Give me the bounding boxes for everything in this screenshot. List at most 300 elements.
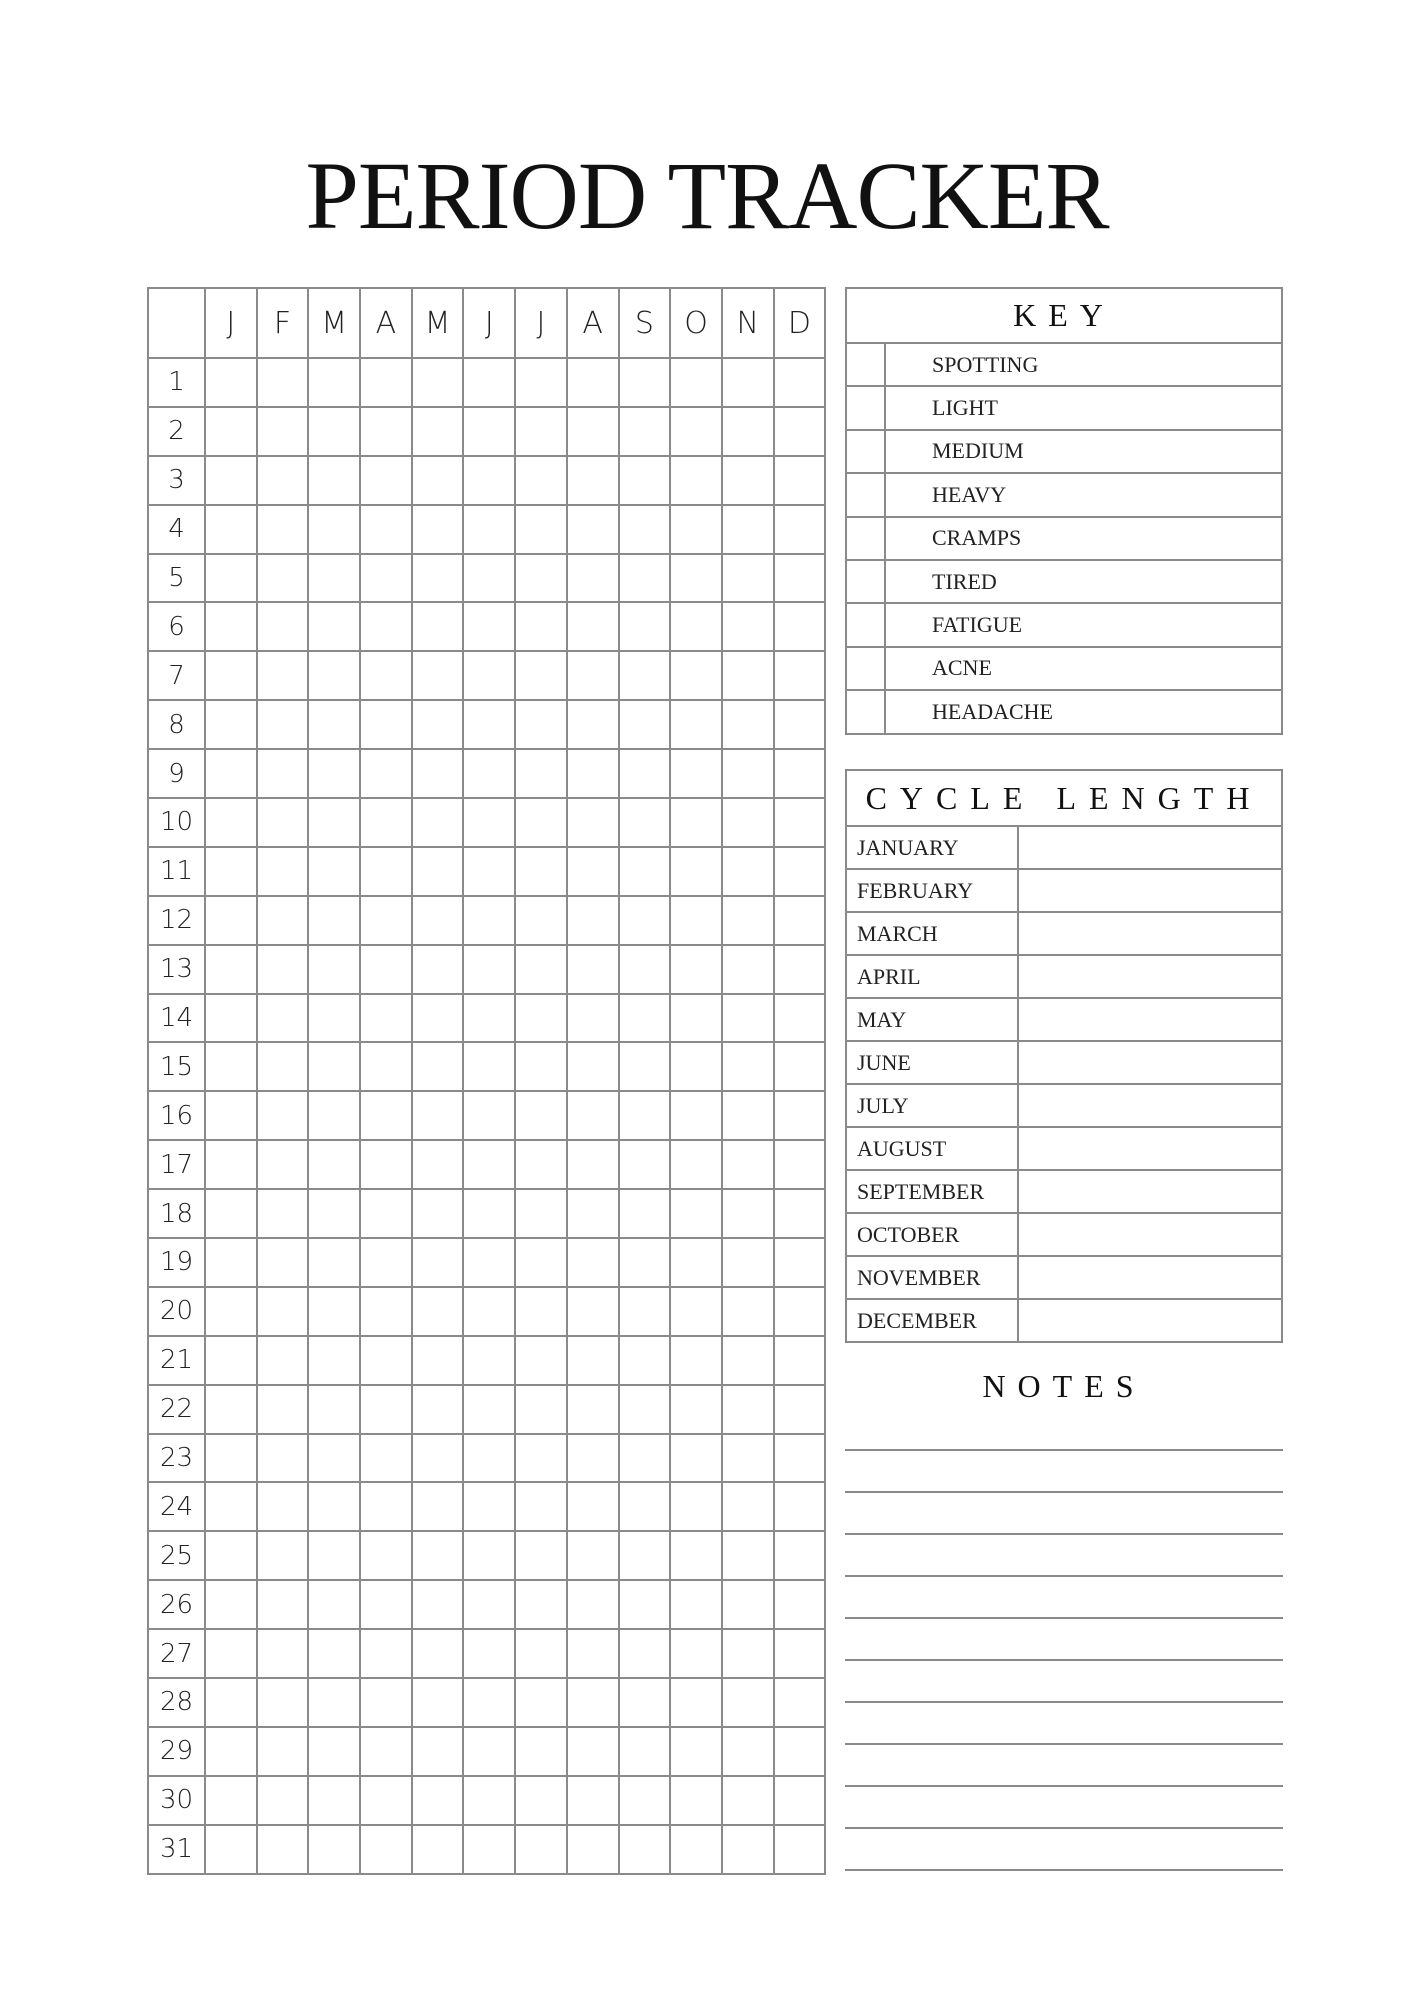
- day-cell[interactable]: [360, 407, 412, 456]
- day-cell[interactable]: [360, 1287, 412, 1336]
- cycle-length-input[interactable]: [1018, 1256, 1282, 1299]
- notes-line[interactable]: [845, 1533, 1283, 1535]
- day-cell[interactable]: [722, 1580, 774, 1629]
- notes-line[interactable]: [845, 1491, 1283, 1493]
- key-swatch[interactable]: [846, 647, 885, 690]
- day-cell[interactable]: [670, 896, 722, 945]
- day-cell[interactable]: [722, 994, 774, 1043]
- day-cell[interactable]: [412, 847, 464, 896]
- day-cell[interactable]: [205, 554, 257, 603]
- day-cell[interactable]: [774, 554, 826, 603]
- day-cell[interactable]: [360, 602, 412, 651]
- day-cell[interactable]: [774, 749, 826, 798]
- day-cell[interactable]: [515, 1042, 567, 1091]
- day-cell[interactable]: [515, 554, 567, 603]
- day-cell[interactable]: [567, 1825, 619, 1874]
- day-cell[interactable]: [670, 1825, 722, 1874]
- day-cell[interactable]: [360, 505, 412, 554]
- day-cell[interactable]: [722, 896, 774, 945]
- day-cell[interactable]: [360, 1434, 412, 1483]
- day-cell[interactable]: [257, 554, 309, 603]
- day-cell[interactable]: [412, 1189, 464, 1238]
- day-cell[interactable]: [774, 700, 826, 749]
- notes-line[interactable]: [845, 1785, 1283, 1787]
- day-cell[interactable]: [722, 1434, 774, 1483]
- day-cell[interactable]: [722, 1531, 774, 1580]
- day-cell[interactable]: [412, 1091, 464, 1140]
- day-cell[interactable]: [619, 1189, 671, 1238]
- day-cell[interactable]: [257, 994, 309, 1043]
- day-cell[interactable]: [360, 945, 412, 994]
- day-cell[interactable]: [722, 1042, 774, 1091]
- day-cell[interactable]: [360, 1238, 412, 1287]
- day-cell[interactable]: [463, 1042, 515, 1091]
- day-cell[interactable]: [412, 1042, 464, 1091]
- day-cell[interactable]: [515, 994, 567, 1043]
- day-cell[interactable]: [360, 1091, 412, 1140]
- day-cell[interactable]: [308, 1825, 360, 1874]
- notes-line[interactable]: [845, 1869, 1283, 1871]
- day-cell[interactable]: [774, 1385, 826, 1434]
- day-cell[interactable]: [567, 1580, 619, 1629]
- day-cell[interactable]: [567, 749, 619, 798]
- day-cell[interactable]: [463, 407, 515, 456]
- day-cell[interactable]: [619, 1580, 671, 1629]
- day-cell[interactable]: [774, 358, 826, 407]
- day-cell[interactable]: [308, 554, 360, 603]
- day-cell[interactable]: [515, 798, 567, 847]
- day-cell[interactable]: [360, 651, 412, 700]
- day-cell[interactable]: [670, 1678, 722, 1727]
- day-cell[interactable]: [257, 798, 309, 847]
- day-cell[interactable]: [515, 407, 567, 456]
- day-cell[interactable]: [774, 1140, 826, 1189]
- day-cell[interactable]: [670, 456, 722, 505]
- day-cell[interactable]: [619, 1727, 671, 1776]
- day-cell[interactable]: [257, 1629, 309, 1678]
- day-cell[interactable]: [722, 1287, 774, 1336]
- notes-line[interactable]: [845, 1743, 1283, 1745]
- day-cell[interactable]: [257, 505, 309, 554]
- day-cell[interactable]: [567, 1385, 619, 1434]
- day-cell[interactable]: [308, 1042, 360, 1091]
- day-cell[interactable]: [515, 945, 567, 994]
- day-cell[interactable]: [567, 505, 619, 554]
- day-cell[interactable]: [722, 1482, 774, 1531]
- cycle-length-input[interactable]: [1018, 912, 1282, 955]
- day-cell[interactable]: [360, 554, 412, 603]
- day-cell[interactable]: [670, 847, 722, 896]
- day-cell[interactable]: [515, 1727, 567, 1776]
- day-cell[interactable]: [619, 1042, 671, 1091]
- day-cell[interactable]: [670, 554, 722, 603]
- day-cell[interactable]: [619, 749, 671, 798]
- day-cell[interactable]: [463, 798, 515, 847]
- day-cell[interactable]: [515, 1531, 567, 1580]
- day-cell[interactable]: [515, 456, 567, 505]
- day-cell[interactable]: [205, 749, 257, 798]
- day-cell[interactable]: [515, 651, 567, 700]
- day-cell[interactable]: [412, 1482, 464, 1531]
- day-cell[interactable]: [619, 554, 671, 603]
- day-cell[interactable]: [412, 945, 464, 994]
- day-cell[interactable]: [463, 1336, 515, 1385]
- day-cell[interactable]: [774, 602, 826, 651]
- day-cell[interactable]: [567, 554, 619, 603]
- cycle-length-input[interactable]: [1018, 1170, 1282, 1213]
- day-cell[interactable]: [205, 602, 257, 651]
- day-cell[interactable]: [412, 798, 464, 847]
- day-cell[interactable]: [257, 407, 309, 456]
- day-cell[interactable]: [670, 651, 722, 700]
- cycle-length-input[interactable]: [1018, 998, 1282, 1041]
- key-swatch[interactable]: [846, 560, 885, 603]
- day-cell[interactable]: [670, 505, 722, 554]
- day-cell[interactable]: [619, 1287, 671, 1336]
- cycle-length-input[interactable]: [1018, 1041, 1282, 1084]
- day-cell[interactable]: [360, 1776, 412, 1825]
- day-cell[interactable]: [257, 456, 309, 505]
- day-cell[interactable]: [308, 407, 360, 456]
- day-cell[interactable]: [619, 896, 671, 945]
- day-cell[interactable]: [360, 1678, 412, 1727]
- day-cell[interactable]: [257, 1825, 309, 1874]
- day-cell[interactable]: [308, 1189, 360, 1238]
- day-cell[interactable]: [722, 554, 774, 603]
- day-cell[interactable]: [670, 700, 722, 749]
- day-cell[interactable]: [670, 1580, 722, 1629]
- day-cell[interactable]: [463, 994, 515, 1043]
- day-cell[interactable]: [360, 358, 412, 407]
- day-cell[interactable]: [308, 994, 360, 1043]
- day-cell[interactable]: [412, 407, 464, 456]
- day-cell[interactable]: [567, 994, 619, 1043]
- cycle-length-input[interactable]: [1018, 1299, 1282, 1342]
- day-cell[interactable]: [412, 456, 464, 505]
- day-cell[interactable]: [670, 1629, 722, 1678]
- day-cell[interactable]: [205, 1776, 257, 1825]
- day-cell[interactable]: [257, 847, 309, 896]
- day-cell[interactable]: [412, 994, 464, 1043]
- day-cell[interactable]: [774, 1042, 826, 1091]
- day-cell[interactable]: [412, 505, 464, 554]
- day-cell[interactable]: [722, 1189, 774, 1238]
- day-cell[interactable]: [205, 1287, 257, 1336]
- notes-line[interactable]: [845, 1659, 1283, 1661]
- day-cell[interactable]: [567, 1140, 619, 1189]
- cycle-length-input[interactable]: [1018, 1084, 1282, 1127]
- day-cell[interactable]: [515, 505, 567, 554]
- day-cell[interactable]: [619, 1238, 671, 1287]
- day-cell[interactable]: [463, 505, 515, 554]
- day-cell[interactable]: [619, 1140, 671, 1189]
- day-cell[interactable]: [360, 1580, 412, 1629]
- day-cell[interactable]: [257, 945, 309, 994]
- day-cell[interactable]: [619, 1629, 671, 1678]
- day-cell[interactable]: [722, 407, 774, 456]
- day-cell[interactable]: [205, 1140, 257, 1189]
- day-cell[interactable]: [308, 798, 360, 847]
- day-cell[interactable]: [463, 1140, 515, 1189]
- day-cell[interactable]: [412, 896, 464, 945]
- day-cell[interactable]: [360, 1042, 412, 1091]
- day-cell[interactable]: [257, 358, 309, 407]
- day-cell[interactable]: [205, 1434, 257, 1483]
- day-cell[interactable]: [257, 1531, 309, 1580]
- day-cell[interactable]: [205, 456, 257, 505]
- day-cell[interactable]: [360, 1482, 412, 1531]
- day-cell[interactable]: [567, 602, 619, 651]
- day-cell[interactable]: [670, 407, 722, 456]
- day-cell[interactable]: [722, 602, 774, 651]
- day-cell[interactable]: [463, 1580, 515, 1629]
- day-cell[interactable]: [619, 994, 671, 1043]
- day-cell[interactable]: [360, 994, 412, 1043]
- day-cell[interactable]: [412, 602, 464, 651]
- key-swatch[interactable]: [846, 473, 885, 516]
- day-cell[interactable]: [567, 1189, 619, 1238]
- day-cell[interactable]: [774, 1678, 826, 1727]
- day-cell[interactable]: [205, 994, 257, 1043]
- day-cell[interactable]: [567, 1434, 619, 1483]
- day-cell[interactable]: [308, 1287, 360, 1336]
- day-cell[interactable]: [360, 1825, 412, 1874]
- day-cell[interactable]: [567, 651, 619, 700]
- day-cell[interactable]: [670, 1531, 722, 1580]
- day-cell[interactable]: [515, 1189, 567, 1238]
- day-cell[interactable]: [360, 700, 412, 749]
- day-cell[interactable]: [257, 1238, 309, 1287]
- day-cell[interactable]: [308, 896, 360, 945]
- notes-line[interactable]: [845, 1617, 1283, 1619]
- day-cell[interactable]: [567, 1776, 619, 1825]
- day-cell[interactable]: [567, 798, 619, 847]
- day-cell[interactable]: [463, 554, 515, 603]
- day-cell[interactable]: [257, 1091, 309, 1140]
- notes-line[interactable]: [845, 1449, 1283, 1451]
- key-swatch[interactable]: [846, 690, 885, 733]
- day-cell[interactable]: [463, 358, 515, 407]
- day-cell[interactable]: [722, 1336, 774, 1385]
- day-cell[interactable]: [619, 651, 671, 700]
- day-cell[interactable]: [308, 1776, 360, 1825]
- day-cell[interactable]: [774, 945, 826, 994]
- day-cell[interactable]: [308, 847, 360, 896]
- day-cell[interactable]: [670, 1482, 722, 1531]
- day-cell[interactable]: [360, 749, 412, 798]
- day-cell[interactable]: [722, 358, 774, 407]
- day-cell[interactable]: [308, 505, 360, 554]
- day-cell[interactable]: [412, 1336, 464, 1385]
- day-cell[interactable]: [619, 602, 671, 651]
- day-cell[interactable]: [670, 749, 722, 798]
- day-cell[interactable]: [670, 602, 722, 651]
- day-cell[interactable]: [619, 1385, 671, 1434]
- day-cell[interactable]: [257, 1140, 309, 1189]
- notes-line[interactable]: [845, 1701, 1283, 1703]
- day-cell[interactable]: [308, 1140, 360, 1189]
- day-cell[interactable]: [412, 1727, 464, 1776]
- day-cell[interactable]: [308, 1385, 360, 1434]
- day-cell[interactable]: [308, 1091, 360, 1140]
- day-cell[interactable]: [515, 1776, 567, 1825]
- day-cell[interactable]: [360, 1336, 412, 1385]
- day-cell[interactable]: [205, 700, 257, 749]
- day-cell[interactable]: [360, 896, 412, 945]
- day-cell[interactable]: [463, 1189, 515, 1238]
- day-cell[interactable]: [412, 554, 464, 603]
- day-cell[interactable]: [205, 1042, 257, 1091]
- day-cell[interactable]: [205, 1531, 257, 1580]
- day-cell[interactable]: [360, 1727, 412, 1776]
- key-swatch[interactable]: [846, 386, 885, 429]
- day-cell[interactable]: [515, 749, 567, 798]
- day-cell[interactable]: [205, 1629, 257, 1678]
- day-cell[interactable]: [515, 1825, 567, 1874]
- day-cell[interactable]: [308, 1678, 360, 1727]
- day-cell[interactable]: [205, 407, 257, 456]
- day-cell[interactable]: [515, 1629, 567, 1678]
- day-cell[interactable]: [774, 896, 826, 945]
- day-cell[interactable]: [308, 358, 360, 407]
- day-cell[interactable]: [205, 1825, 257, 1874]
- day-cell[interactable]: [722, 700, 774, 749]
- day-cell[interactable]: [722, 1140, 774, 1189]
- day-cell[interactable]: [619, 1531, 671, 1580]
- day-cell[interactable]: [722, 847, 774, 896]
- day-cell[interactable]: [722, 1727, 774, 1776]
- day-cell[interactable]: [412, 1385, 464, 1434]
- day-cell[interactable]: [412, 1238, 464, 1287]
- day-cell[interactable]: [567, 1091, 619, 1140]
- day-cell[interactable]: [567, 1678, 619, 1727]
- day-cell[interactable]: [205, 1385, 257, 1434]
- day-cell[interactable]: [257, 1482, 309, 1531]
- key-swatch[interactable]: [846, 603, 885, 646]
- day-cell[interactable]: [670, 798, 722, 847]
- day-cell[interactable]: [412, 1629, 464, 1678]
- day-cell[interactable]: [515, 1482, 567, 1531]
- day-cell[interactable]: [567, 1482, 619, 1531]
- day-cell[interactable]: [670, 994, 722, 1043]
- day-cell[interactable]: [360, 456, 412, 505]
- day-cell[interactable]: [205, 1727, 257, 1776]
- day-cell[interactable]: [463, 749, 515, 798]
- day-cell[interactable]: [205, 847, 257, 896]
- day-cell[interactable]: [515, 1336, 567, 1385]
- day-cell[interactable]: [257, 1434, 309, 1483]
- day-cell[interactable]: [257, 1189, 309, 1238]
- day-cell[interactable]: [619, 407, 671, 456]
- day-cell[interactable]: [515, 847, 567, 896]
- day-cell[interactable]: [619, 358, 671, 407]
- day-cell[interactable]: [257, 749, 309, 798]
- day-cell[interactable]: [670, 358, 722, 407]
- day-cell[interactable]: [722, 1825, 774, 1874]
- day-cell[interactable]: [205, 798, 257, 847]
- day-cell[interactable]: [205, 505, 257, 554]
- day-cell[interactable]: [515, 358, 567, 407]
- day-cell[interactable]: [308, 1238, 360, 1287]
- day-cell[interactable]: [515, 1091, 567, 1140]
- day-cell[interactable]: [463, 1385, 515, 1434]
- day-cell[interactable]: [670, 1042, 722, 1091]
- day-cell[interactable]: [567, 847, 619, 896]
- day-cell[interactable]: [308, 1727, 360, 1776]
- day-cell[interactable]: [412, 651, 464, 700]
- day-cell[interactable]: [257, 651, 309, 700]
- day-cell[interactable]: [205, 896, 257, 945]
- day-cell[interactable]: [308, 456, 360, 505]
- day-cell[interactable]: [463, 1727, 515, 1776]
- day-cell[interactable]: [360, 1531, 412, 1580]
- day-cell[interactable]: [205, 1678, 257, 1727]
- day-cell[interactable]: [257, 1042, 309, 1091]
- day-cell[interactable]: [463, 847, 515, 896]
- day-cell[interactable]: [412, 1580, 464, 1629]
- day-cell[interactable]: [257, 1776, 309, 1825]
- day-cell[interactable]: [308, 1434, 360, 1483]
- day-cell[interactable]: [463, 651, 515, 700]
- day-cell[interactable]: [257, 1336, 309, 1385]
- day-cell[interactable]: [205, 1091, 257, 1140]
- key-swatch[interactable]: [846, 430, 885, 473]
- day-cell[interactable]: [670, 1434, 722, 1483]
- day-cell[interactable]: [722, 1678, 774, 1727]
- day-cell[interactable]: [670, 1238, 722, 1287]
- cycle-length-input[interactable]: [1018, 826, 1282, 869]
- day-cell[interactable]: [205, 1336, 257, 1385]
- day-cell[interactable]: [308, 1336, 360, 1385]
- day-cell[interactable]: [774, 651, 826, 700]
- day-cell[interactable]: [670, 1336, 722, 1385]
- day-cell[interactable]: [308, 700, 360, 749]
- day-cell[interactable]: [360, 798, 412, 847]
- day-cell[interactable]: [567, 1238, 619, 1287]
- day-cell[interactable]: [515, 1385, 567, 1434]
- day-cell[interactable]: [360, 1629, 412, 1678]
- day-cell[interactable]: [774, 798, 826, 847]
- key-swatch[interactable]: [846, 517, 885, 560]
- cycle-length-input[interactable]: [1018, 955, 1282, 998]
- day-cell[interactable]: [463, 1091, 515, 1140]
- day-cell[interactable]: [774, 505, 826, 554]
- day-cell[interactable]: [205, 1580, 257, 1629]
- day-cell[interactable]: [774, 847, 826, 896]
- day-cell[interactable]: [463, 1287, 515, 1336]
- cycle-length-input[interactable]: [1018, 869, 1282, 912]
- day-cell[interactable]: [774, 1482, 826, 1531]
- day-cell[interactable]: [463, 1238, 515, 1287]
- day-cell[interactable]: [257, 896, 309, 945]
- day-cell[interactable]: [567, 1629, 619, 1678]
- day-cell[interactable]: [722, 1091, 774, 1140]
- day-cell[interactable]: [463, 1678, 515, 1727]
- day-cell[interactable]: [619, 700, 671, 749]
- day-cell[interactable]: [567, 1531, 619, 1580]
- day-cell[interactable]: [257, 602, 309, 651]
- day-cell[interactable]: [308, 1629, 360, 1678]
- day-cell[interactable]: [463, 1776, 515, 1825]
- day-cell[interactable]: [722, 749, 774, 798]
- day-cell[interactable]: [567, 1287, 619, 1336]
- day-cell[interactable]: [515, 1434, 567, 1483]
- day-cell[interactable]: [567, 1727, 619, 1776]
- day-cell[interactable]: [722, 1629, 774, 1678]
- day-cell[interactable]: [205, 1238, 257, 1287]
- day-cell[interactable]: [567, 945, 619, 994]
- day-cell[interactable]: [774, 1287, 826, 1336]
